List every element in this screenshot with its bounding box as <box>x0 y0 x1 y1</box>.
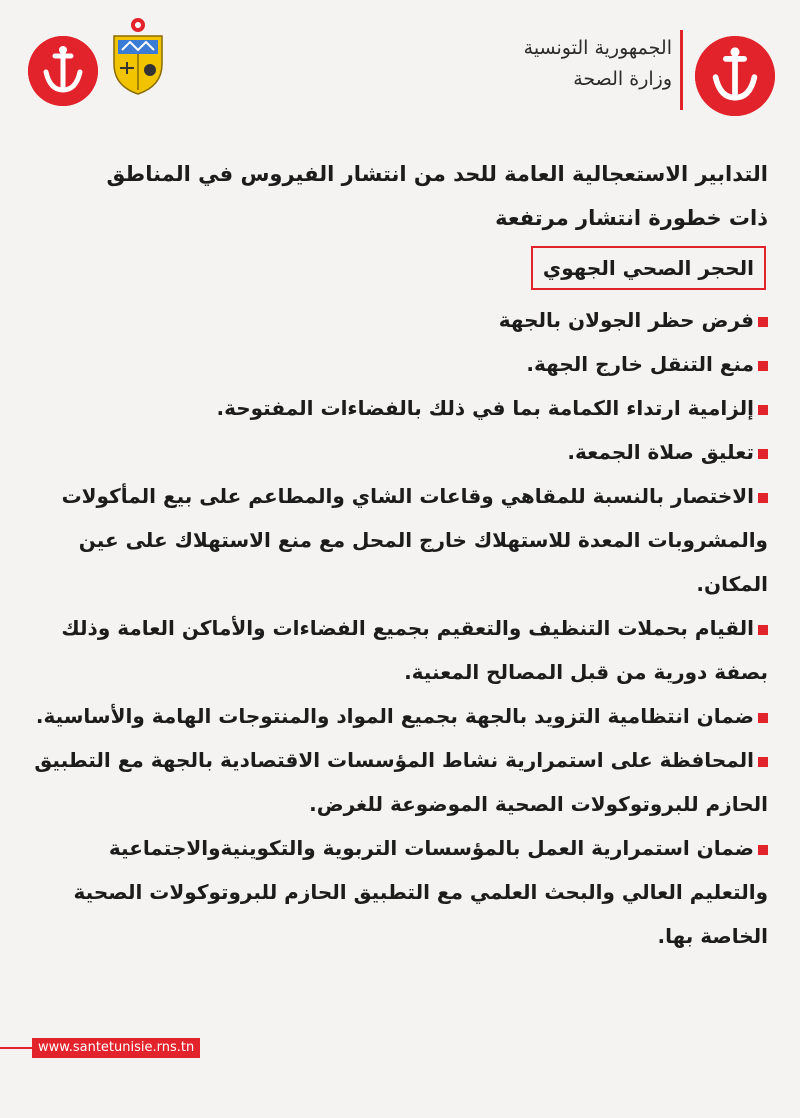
document-title <box>28 152 768 240</box>
list-item: ضمان انتظامية التزويد بالجهة بجميع المواد والمنتوجات الهامة والأساسية. <box>28 694 768 738</box>
list-item: منع التنقل خارج الجهة. <box>28 342 768 386</box>
bullet-icon <box>758 757 768 767</box>
ministry-country: الجمهورية التونسية <box>523 37 672 59</box>
list-item: فرض حظر الجولان بالجهة <box>28 298 768 342</box>
bullet-icon <box>758 625 768 635</box>
list-item: تعليق صلاة الجمعة. <box>28 430 768 474</box>
bullet-icon <box>758 845 768 855</box>
footer-line <box>0 1047 32 1049</box>
title-line-1: التدابير الاستعجالية العامة للحد من انتشار الفيروس في المناطق <box>106 162 768 186</box>
ministry-title <box>524 33 672 95</box>
ministry-name: وزارة الصحة <box>573 68 672 90</box>
list-item: المحافظة على استمرارية نشاط المؤسسات الاقتصادية بالجهة مع التطبيق الحازم للبروتوكولات الصحية الموضوعة للغرض. <box>34 748 768 816</box>
measures-list <box>28 298 768 958</box>
ministry-logo-icon <box>695 36 775 116</box>
tunisia-coat-of-arms-icon <box>108 16 168 96</box>
bullet-icon <box>758 713 768 723</box>
boxed-heading: الحجر الصحي الجهوي <box>531 246 766 290</box>
list-item: الاختصار بالنسبة للمقاهي وقاعات الشاي والمطاعم على بيع المأكولات والمشروبات المعدة للاستهلاك خارج المحل مع منع الاستهلاك على عين المكان. <box>61 484 768 596</box>
list-item: إلزامية ارتداء الكمامة بما في ذلك بالفضاءات المفتوحة. <box>28 386 768 430</box>
bullet-icon <box>758 493 768 503</box>
document-body <box>28 152 768 958</box>
page-header <box>0 0 800 130</box>
ministry-logo-icon <box>28 36 98 106</box>
list-item: ضمان استمرارية العمل بالمؤسسات التربوية والتكوينيةوالاجتماعية والتعليم العالي والبحث العلمي مع التطبيق الحازم للبروتوكولات الصحية الخاصة بها. <box>73 836 768 948</box>
bullet-icon <box>758 317 768 327</box>
list-item: القيام بحملات التنظيف والتعقيم بجميع الفضاءات والأماكن العامة وذلك بصفة دورية من قبل المصالح المعنية. <box>61 616 768 684</box>
title-line-2: ذات خطورة انتشار مرتفعة <box>495 206 768 230</box>
bullet-icon <box>758 405 768 415</box>
footer-url-link[interactable]: www.santetunisie.rns.tn <box>32 1038 200 1058</box>
bullet-icon <box>758 449 768 459</box>
bullet-icon <box>758 361 768 371</box>
header-divider <box>680 30 683 110</box>
